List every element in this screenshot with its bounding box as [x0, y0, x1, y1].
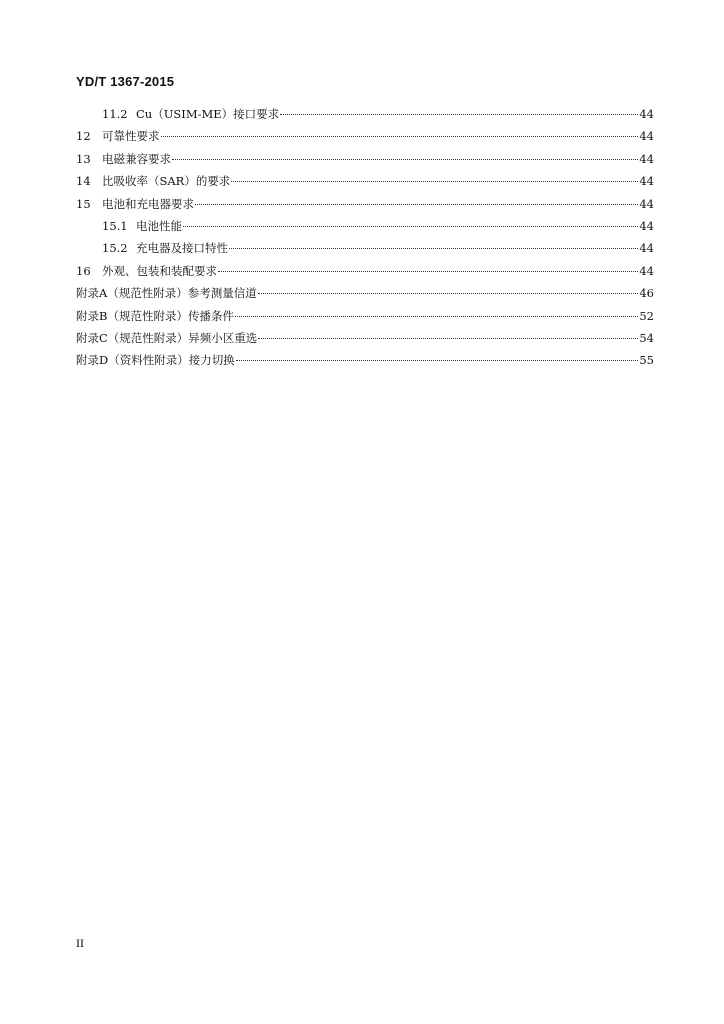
toc-entry-appendix-a[interactable] [76, 282, 654, 304]
toc-page: 54 [639, 330, 654, 345]
toc-page: 44 [639, 107, 654, 121]
toc-number: 15 [76, 196, 91, 211]
toc-title: 充电器及接口特性 [136, 241, 228, 256]
toc-page: 44 [639, 151, 654, 166]
toc-number: 15.1 [102, 218, 128, 233]
toc-number: 15.2 [102, 241, 128, 256]
toc-leader [235, 316, 638, 317]
document-code: YD/T 1367-2015 [76, 74, 175, 89]
toc-leader [195, 204, 638, 205]
toc-title: 电池性能 [136, 218, 182, 233]
toc-page: 44 [639, 241, 654, 256]
toc-entry-15[interactable] [76, 193, 654, 215]
toc-number: 14 [76, 174, 91, 189]
table-of-contents [76, 103, 654, 372]
toc-number: 12 [76, 129, 91, 144]
toc-leader [231, 181, 638, 182]
toc-title: 比吸收率（SAR）的要求 [102, 174, 231, 189]
toc-entry-15-2[interactable] [76, 237, 654, 259]
toc-title: 附录A（规范性附录）参考测量信道 [76, 286, 257, 301]
toc-leader [280, 114, 638, 115]
toc-title: 可靠性要求 [102, 129, 160, 144]
toc-entry-13[interactable] [76, 148, 654, 170]
toc-leader [172, 159, 638, 160]
toc-page: 52 [639, 308, 654, 323]
toc-leader [236, 360, 639, 361]
toc-page: 46 [639, 286, 654, 301]
toc-title: 附录C（规范性附录）异频小区重选 [76, 330, 258, 345]
toc-entry-appendix-b[interactable] [76, 305, 654, 327]
toc-entry-15-1[interactable] [76, 215, 654, 237]
toc-page: 55 [639, 353, 654, 368]
page-number: II [76, 936, 84, 950]
toc-leader [258, 338, 638, 339]
toc-leader [218, 271, 638, 272]
toc-entry-12[interactable] [76, 125, 654, 147]
toc-page: 44 [639, 174, 654, 189]
toc-page: 44 [639, 218, 654, 233]
toc-entry-appendix-c[interactable] [76, 327, 654, 349]
toc-number: 11.2 [102, 107, 128, 121]
toc-leader [229, 248, 638, 249]
toc-entry-16[interactable] [76, 260, 654, 282]
toc-entry-11-2[interactable] [76, 103, 654, 125]
toc-number: 13 [76, 151, 91, 166]
toc-title: 外观、包装和装配要求 [102, 263, 217, 278]
toc-leader [183, 226, 638, 227]
toc-title: 电磁兼容要求 [102, 151, 171, 166]
toc-page: 44 [639, 129, 654, 144]
toc-leader [258, 293, 639, 294]
toc-entry-14[interactable] [76, 170, 654, 192]
toc-page: 44 [639, 263, 654, 278]
toc-title: 电池和充电器要求 [102, 196, 194, 211]
toc-leader [161, 136, 639, 137]
toc-entry-appendix-d[interactable] [76, 349, 654, 371]
toc-page: 44 [639, 196, 654, 211]
toc-title: Cu（USIM-ME）接口要求 [136, 107, 280, 121]
toc-title: 附录B（规范性附录）传播条件 [76, 308, 234, 323]
toc-title: 附录D（资料性附录）接力切换 [76, 353, 235, 368]
toc-number: 16 [76, 263, 91, 278]
